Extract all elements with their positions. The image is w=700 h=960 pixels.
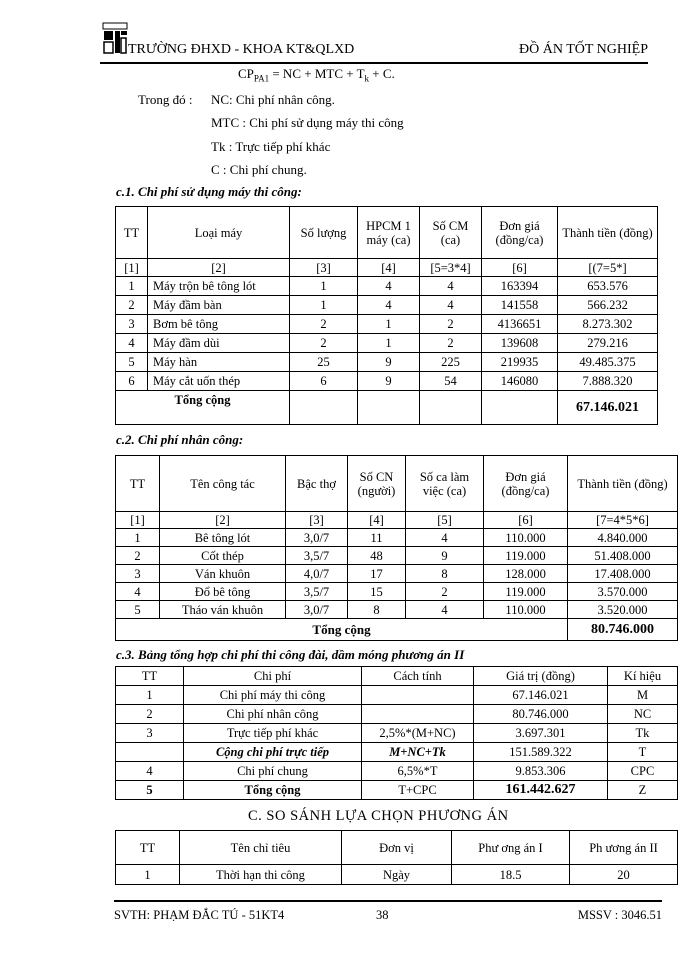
table-row: [116, 705, 678, 724]
table-row: [116, 686, 678, 705]
cell: 1: [290, 277, 358, 296]
col-header: TT: [116, 456, 160, 512]
cell: 11: [348, 529, 406, 547]
legend-mtc: MTC : Chi phí sử dụng máy thi công: [211, 115, 404, 130]
cell: [420, 391, 482, 425]
cell: 1: [116, 277, 148, 296]
cell: 9: [358, 353, 420, 372]
col-code: [6]: [484, 512, 568, 529]
cell: Máy cắt uốn thép: [148, 372, 290, 391]
col-code: [5=3*4]: [420, 259, 482, 277]
cell: Ngày: [342, 865, 452, 885]
col-code: [(7=5*]: [558, 259, 658, 277]
total-value: 67.146.021: [558, 391, 658, 425]
cell: 4: [116, 334, 148, 353]
cell: 5: [116, 353, 148, 372]
col-code: [1]: [116, 259, 148, 277]
cell: Tháo ván khuôn: [160, 601, 286, 619]
table-row: [116, 547, 678, 565]
col-header: Đơn giá (đồng/ca): [484, 456, 568, 512]
cell: 4: [420, 277, 482, 296]
cell: Ván khuôn: [160, 565, 286, 583]
col-header: HPCM 1 máy (ca): [358, 207, 420, 259]
machine-header-row: [116, 207, 658, 259]
footer-student: SVTH: PHẠM ĐẮC TÚ - 51KT4: [114, 908, 285, 922]
col-header: Số CM (ca): [420, 207, 482, 259]
cell: 6: [116, 372, 148, 391]
cell: 1: [116, 529, 160, 547]
cell: 4,0/7: [286, 565, 348, 583]
table-row: [116, 601, 678, 619]
col-code: [7=4*5*6]: [568, 512, 678, 529]
cell: 17: [348, 565, 406, 583]
cell: Chi phí chung: [184, 762, 362, 781]
col-code: [4]: [358, 259, 420, 277]
col-header: TT: [116, 831, 180, 865]
page-number: 38: [376, 908, 389, 922]
cell: Trực tiếp phí khác: [184, 724, 362, 743]
col-code: [2]: [160, 512, 286, 529]
col-code: [2]: [148, 259, 290, 277]
cell: 4136651: [482, 315, 558, 334]
summary-section-title: c.3. Bảng tổng hợp chi phí thi công đài, dầm móng phương án II: [116, 647, 465, 662]
cell: Máy đầm dùi: [148, 334, 290, 353]
total-row: [116, 391, 658, 425]
cell: 1: [358, 334, 420, 353]
cell: 15: [348, 583, 406, 601]
cell: 2: [116, 296, 148, 315]
cell: 8: [348, 601, 406, 619]
cell: 119.000: [484, 547, 568, 565]
cell: Bơm bê tông: [148, 315, 290, 334]
cell: 3: [116, 724, 184, 743]
cell: 110.000: [484, 601, 568, 619]
total-label: Tổng cộng: [116, 619, 568, 641]
labor-code-row: [116, 512, 678, 529]
cell: 146080: [482, 372, 558, 391]
cell: Máy đầm bàn: [148, 296, 290, 315]
table-row: [116, 353, 658, 372]
cell: NC: [608, 705, 678, 724]
cell: 2,5%*(M+NC): [362, 724, 474, 743]
cell: 25: [290, 353, 358, 372]
cell: 3,5/7: [286, 547, 348, 565]
cell: 219935: [482, 353, 558, 372]
col-header: Cách tính: [362, 667, 474, 686]
cell: 67.146.021: [474, 686, 608, 705]
col-header: Tên chỉ tiêu: [180, 831, 342, 865]
cell: 110.000: [484, 529, 568, 547]
total-row: [116, 781, 678, 800]
table-row: [116, 565, 678, 583]
compare-section-title: C. SO SÁNH LỰA CHỌN PHƯƠNG ÁN: [248, 808, 509, 824]
summary-header-row: [116, 667, 678, 686]
table-row: [116, 277, 658, 296]
cell: 653.576: [558, 277, 658, 296]
summary-cost-table: [115, 666, 678, 800]
cell: [362, 705, 474, 724]
col-header: Số lượng: [290, 207, 358, 259]
col-header: Chi phí: [184, 667, 362, 686]
header-project: ĐỒ ÁN TỐT NGHIỆP: [519, 42, 648, 57]
cell: 17.408.000: [568, 565, 678, 583]
table-row: [116, 743, 678, 762]
footer-student-id: MSSV : 3046.51: [577, 908, 662, 922]
page-footer: [114, 900, 662, 924]
cell: 8.273.302: [558, 315, 658, 334]
cell: Z: [608, 781, 678, 800]
cell: CPC: [608, 762, 678, 781]
compare-header-row: [116, 831, 678, 865]
compare-table: [115, 830, 678, 885]
table-row: [116, 762, 678, 781]
col-code: [3]: [286, 512, 348, 529]
cell: 4: [406, 529, 484, 547]
cell: 1: [358, 315, 420, 334]
labor-section-title: c.2. Chi phí nhân công:: [116, 432, 244, 447]
cell: Thời hạn thi công: [180, 865, 342, 885]
cell: 18.5: [452, 865, 570, 885]
cell: M+NC+Tk: [362, 743, 474, 762]
cell: 3.697.301: [474, 724, 608, 743]
table-row: [116, 583, 678, 601]
header-school: TRƯỜNG ĐHXD - KHOA KT&QLXD: [128, 42, 355, 57]
machine-cost-table: [115, 206, 658, 425]
cell: 3.570.000: [568, 583, 678, 601]
cell: T: [608, 743, 678, 762]
table-row: [116, 315, 658, 334]
cell: 4: [116, 762, 184, 781]
col-code: [4]: [348, 512, 406, 529]
col-header: Loại máy: [148, 207, 290, 259]
cell: Cốt thép: [160, 547, 286, 565]
cell: 119.000: [484, 583, 568, 601]
cell: 3: [116, 565, 160, 583]
col-code: [3]: [290, 259, 358, 277]
cell: 4: [420, 296, 482, 315]
col-code: [5]: [406, 512, 484, 529]
cell: 48: [348, 547, 406, 565]
cell: 54: [420, 372, 482, 391]
cell: 9: [406, 547, 484, 565]
col-header: Kí hiệu: [608, 667, 678, 686]
machine-section-title: c.1. Chi phí sử dụng máy thi công:: [116, 184, 302, 199]
col-header: Giá trị (đồng): [474, 667, 608, 686]
cell: [290, 391, 358, 425]
cell: 2: [420, 315, 482, 334]
cell: Đổ bê tông: [160, 583, 286, 601]
cell: 8: [406, 565, 484, 583]
table-row: [116, 296, 658, 315]
col-header: TT: [116, 207, 148, 259]
cell: 1: [116, 865, 180, 885]
col-header: Số ca làm việc (ca): [406, 456, 484, 512]
labor-cost-table: [115, 455, 678, 641]
legend-c: C : Chi phí chung.: [211, 162, 307, 177]
cell: 2: [116, 547, 160, 565]
cell: 128.000: [484, 565, 568, 583]
table-row: [116, 334, 658, 353]
cell: 20: [570, 865, 678, 885]
cell: [482, 391, 558, 425]
cell: 3,0/7: [286, 529, 348, 547]
cell: 51.408.000: [568, 547, 678, 565]
col-header: Số CN (người): [348, 456, 406, 512]
cell: 80.746.000: [474, 705, 608, 724]
cell: 2: [116, 705, 184, 724]
cell: Bê tông lót: [160, 529, 286, 547]
cell: 3.520.000: [568, 601, 678, 619]
cell: 225: [420, 353, 482, 372]
cell: [116, 743, 184, 762]
cell: 2: [406, 583, 484, 601]
col-header: Ph ương án II: [570, 831, 678, 865]
cell: 163394: [482, 277, 558, 296]
cell: M: [608, 686, 678, 705]
page-header: [100, 40, 648, 64]
table-row: [116, 865, 678, 885]
machine-code-row: [116, 259, 658, 277]
cell: 1: [116, 686, 184, 705]
col-code: [1]: [116, 512, 160, 529]
legend-intro: Trong đó :: [138, 92, 193, 107]
cell: 3,0/7: [286, 601, 348, 619]
cell: 5: [116, 781, 184, 800]
cell: 4: [358, 296, 420, 315]
total-row: [116, 619, 678, 641]
cell: Tk: [608, 724, 678, 743]
col-header: Bậc thợ: [286, 456, 348, 512]
table-row: [116, 372, 658, 391]
cell: T+CPC: [362, 781, 474, 800]
cell: 4: [116, 583, 160, 601]
cell: [358, 391, 420, 425]
cell: 4.840.000: [568, 529, 678, 547]
cell: Máy hàn: [148, 353, 290, 372]
cell: 49.485.375: [558, 353, 658, 372]
cell: 7.888.320: [558, 372, 658, 391]
cell: [362, 686, 474, 705]
cell: 4: [406, 601, 484, 619]
cell: 161.442.627: [474, 781, 608, 800]
col-header: Phư ơng án I: [452, 831, 570, 865]
cell: Chi phí máy thi công: [184, 686, 362, 705]
col-header: Đơn giá (đồng/ca): [482, 207, 558, 259]
cell: 2: [420, 334, 482, 353]
cell: 2: [290, 315, 358, 334]
labor-header-row: [116, 456, 678, 512]
cell: 6: [290, 372, 358, 391]
cell: 1: [290, 296, 358, 315]
col-header: Thành tiền (đồng): [568, 456, 678, 512]
cost-formula: $CP_{PA1}$ = NC + MTC + $T_k + C$.: [238, 66, 395, 84]
col-header: Tên công tác: [160, 456, 286, 512]
cell: Cộng chi phí trực tiếp: [184, 743, 362, 762]
col-header: Đơn vị: [342, 831, 452, 865]
table-row: [116, 529, 678, 547]
cell: 3: [116, 315, 148, 334]
cell: 9: [358, 372, 420, 391]
col-code: [6]: [482, 259, 558, 277]
total-value: 80.746.000: [568, 619, 678, 641]
legend-tk: Tk : Trực tiếp phí khác: [211, 139, 331, 154]
cell: 3,5/7: [286, 583, 348, 601]
legend-nc: NC: Chi phí nhân công.: [211, 92, 335, 107]
col-header: Thành tiền (đồng): [558, 207, 658, 259]
cell: 4: [358, 277, 420, 296]
cell: 139608: [482, 334, 558, 353]
cell: 279.216: [558, 334, 658, 353]
cell: 6,5%*T: [362, 762, 474, 781]
table-row: [116, 724, 678, 743]
cell: 151.589.322: [474, 743, 608, 762]
cell: Chi phí nhân công: [184, 705, 362, 724]
col-header: TT: [116, 667, 184, 686]
cell: 9.853.306: [474, 762, 608, 781]
cell: Máy trộn bê tông lót: [148, 277, 290, 296]
total-label: Tổng cộng: [116, 391, 290, 425]
cell: 5: [116, 601, 160, 619]
cell: 566.232: [558, 296, 658, 315]
cell: Tổng cộng: [184, 781, 362, 800]
cell: 2: [290, 334, 358, 353]
cell: 141558: [482, 296, 558, 315]
